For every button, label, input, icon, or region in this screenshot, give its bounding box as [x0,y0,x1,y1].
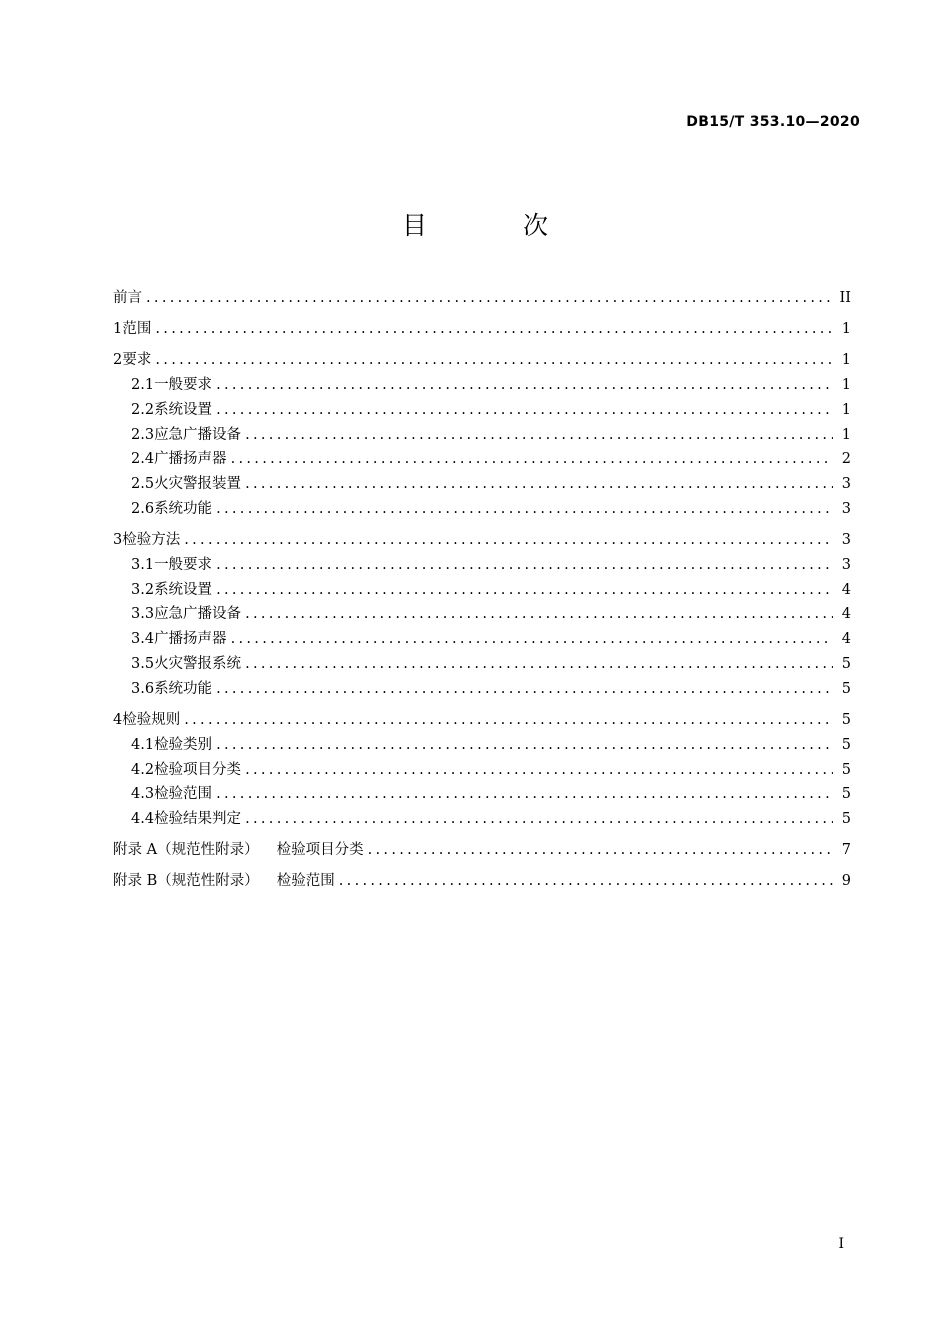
toc-page: 9 [841,873,851,890]
toc-entry[interactable] [113,627,851,652]
toc-label: 应急广播设备 [154,606,242,623]
toc-number: 4.2 [131,761,155,778]
toc-label: 前言 [113,290,142,306]
toc-entry[interactable] [113,317,851,342]
toc-number: 2.1 [131,376,155,393]
toc-leader [184,532,833,548]
toc-number: 1 [113,321,123,338]
toc-label: 检验结果判定 [154,811,242,828]
toc-page: 4 [841,606,851,623]
toc-label: 要求 [122,352,152,369]
footer-page-number: I [838,1236,844,1252]
toc-page: 5 [841,736,851,753]
toc-number: 3 [113,532,123,549]
toc-number: 4.3 [131,786,155,803]
toc-page: 4 [841,581,851,598]
toc-label: 检验项目分类 [154,761,242,778]
toc-label: 系统功能 [154,680,213,697]
toc-leader [245,476,833,492]
document-code: DB15/T 353.10—2020 [686,114,860,130]
toc-entry[interactable] [113,348,851,373]
toc-entry[interactable] [113,708,851,733]
toc-leader [245,606,833,622]
toc-entry[interactable] [113,652,851,677]
toc-number: 2.6 [131,500,155,517]
toc-entry[interactable] [113,553,851,578]
toc-leader [245,762,833,778]
toc-page: 5 [841,811,851,828]
toc-entry[interactable] [113,497,851,522]
toc-leader [245,427,833,443]
toc-leader [216,501,833,517]
toc-page: 7 [841,842,851,859]
toc-page: 1 [841,376,851,393]
toc-entry[interactable] [113,677,851,702]
toc-number: 2.5 [131,476,155,493]
toc-page: 1 [841,426,851,443]
toc-leader [339,873,833,889]
toc-label [113,838,364,859]
toc-entry[interactable] [113,578,851,603]
toc-page: 5 [841,656,851,673]
toc-leader [245,656,833,672]
toc-leader [184,712,833,728]
toc-entry[interactable] [113,472,851,497]
toc-leader [155,321,833,337]
toc-label: 系统设置 [154,581,213,598]
toc-label: 广播扬声器 [154,451,227,468]
toc-label: 火灾警报系统 [154,656,242,673]
toc-leader [155,352,833,368]
toc-number: 4 [113,711,123,728]
appendix-title: 检验范围 [276,873,335,890]
toc-leader [216,377,833,393]
toc-leader [216,557,833,573]
toc-number: 2 [113,352,123,369]
toc-number: 3.1 [131,556,155,573]
toc-label: 广播扬声器 [154,631,227,648]
toc-label: 检验范围 [154,786,213,803]
toc-leader [231,631,833,647]
toc-label: 检验规则 [122,711,181,728]
toc-label: 检验类别 [154,736,213,753]
toc-page: 5 [841,761,851,778]
toc-page: 3 [841,532,851,549]
toc-page: II [839,290,851,306]
toc-label: 应急广播设备 [154,426,242,443]
toc-entry[interactable] [113,733,851,758]
toc-leader [245,811,833,827]
toc-leader [216,786,833,802]
toc-entry-appendix-b[interactable] [113,869,851,894]
toc-leader [216,582,833,598]
toc-page: 3 [841,500,851,517]
toc-label: 检验方法 [122,532,181,549]
toc-number: 3.4 [131,631,155,648]
toc-page: 2 [841,451,851,468]
toc-label: 系统功能 [154,500,213,517]
appendix-heading: 附录 B（规范性附录） [113,873,259,890]
toc-entry[interactable] [113,447,851,472]
toc-entry[interactable] [113,602,851,627]
toc-entry[interactable] [113,423,851,448]
toc-label: 一般要求 [154,376,213,393]
toc-entry[interactable] [113,286,851,311]
toc-leader [146,290,832,306]
toc-leader [216,402,833,418]
toc-number: 2.3 [131,426,155,443]
toc-leader [231,451,833,467]
toc-label: 系统设置 [154,401,213,418]
toc-entry[interactable] [113,373,851,398]
toc-entry[interactable] [113,758,851,783]
toc-number: 3.6 [131,680,155,697]
toc-page: 5 [841,680,851,697]
toc-entry[interactable] [113,782,851,807]
toc-label: 范围 [122,321,152,338]
toc-label [113,869,335,890]
toc-leader [368,842,833,858]
table-of-contents [113,286,851,894]
toc-number: 3.2 [131,581,155,598]
toc-page: 3 [841,556,851,573]
toc-page: 5 [841,711,851,728]
toc-number: 4.4 [131,811,155,828]
toc-number: 4.1 [131,736,155,753]
toc-page: 1 [841,401,851,418]
toc-page: 3 [841,476,851,493]
toc-number: 3.5 [131,656,155,673]
toc-entry[interactable] [113,528,851,553]
page-title: 目 次 [402,211,592,240]
toc-leader [216,681,833,697]
toc-number: 2.2 [131,401,155,418]
toc-entry-appendix-a[interactable] [113,838,851,863]
toc-label: 一般要求 [154,556,213,573]
toc-page: 4 [841,631,851,648]
toc-label: 火灾警报装置 [154,476,242,493]
toc-number: 2.4 [131,451,155,468]
toc-number: 3.3 [131,606,155,623]
toc-page: 5 [841,786,851,803]
appendix-title: 检验项目分类 [276,842,364,859]
toc-entry[interactable] [113,398,851,423]
toc-page: 1 [841,321,851,338]
toc-page: 1 [841,352,851,369]
toc-leader [216,737,833,753]
toc-entry[interactable] [113,807,851,832]
appendix-heading: 附录 A（规范性附录） [113,842,259,859]
